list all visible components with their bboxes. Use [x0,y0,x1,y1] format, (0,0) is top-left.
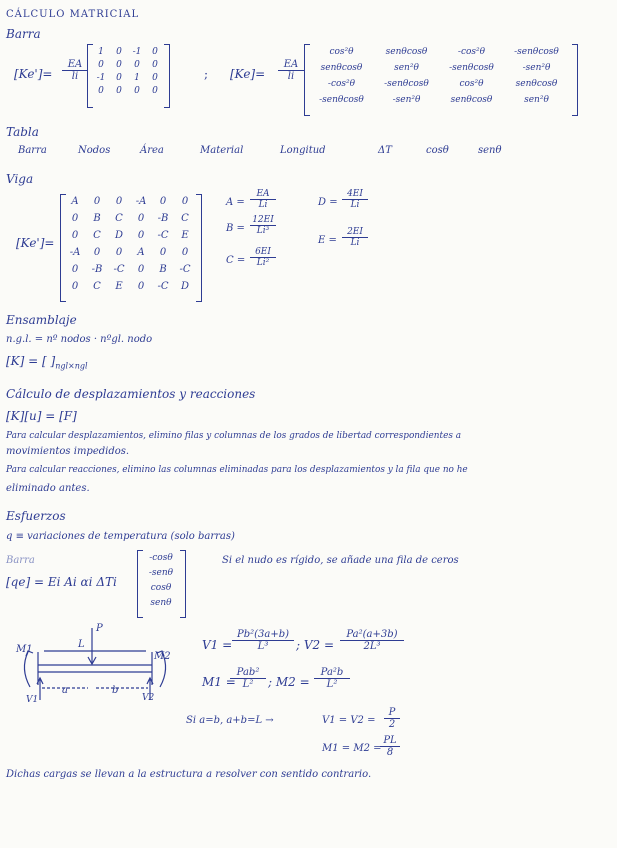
matrix-cell: -1 [96,73,106,83]
load-P-label: P [96,623,103,634]
matrix-cell: 0 [152,73,158,83]
barra-local-factor-num: EA [62,60,88,71]
matrix-cell: C [93,281,101,292]
V1-frac [232,630,294,652]
V2-lhs: ; V2 = [296,638,335,652]
matrix-cell: 0 [115,196,123,207]
M1-frac [230,668,266,690]
matrix-cell: 1 [98,47,104,57]
matrix-cell: 0 [93,196,101,207]
thermal-vector-entry: senθ [150,598,172,608]
barra-global-factor-den: li [287,71,295,82]
matrix-cell: C [115,213,123,224]
matrix-cell: C [93,230,101,241]
thermal-vector-entry: -cosθ [149,553,173,563]
page-title: CÁLCULO MATRICIAL [6,9,140,20]
moment-m1-arc [24,652,30,687]
matrix-cell: 0 [116,60,122,70]
load-b-label: b [112,685,119,696]
load-M1-label: M1 [16,644,33,655]
symmetric-condition: Si a=b, a+b=L → [186,715,274,726]
load-L-label: L [78,639,85,650]
matrix-cell: 1 [134,73,140,83]
matrix-cell: cos²θ [329,47,354,57]
M-equal-frac [380,736,400,758]
matrix-cell: 0 [134,86,140,96]
M1-lhs: M1 = [202,675,236,689]
matrix-cell: 0 [159,247,167,258]
matrix-cell: -1 [132,47,142,57]
viga-def-numerator: 4EI [342,190,368,200]
esfuerzos-thermal-lhs: [qe] = Ei Ai αi ΔTi [6,575,117,589]
viga-def-denominator: Li³ [256,226,270,236]
thermal-vector-entry: cosθ [150,583,172,593]
tabla-column-header: Área [140,145,164,156]
esfuerzos-final-note: Dichas cargas se llevan a la estructura a resolver con sentido contrario. [6,769,372,780]
ensamblaje-ngl: n.g.l. = nº nodos · nºgl. nodo [6,334,153,345]
matrix-cell: -C [179,264,191,275]
ensamblaje-k-sub: ngl×ngl [55,361,88,371]
matrix-cell: A [137,247,145,258]
tabla-column-header: senθ [478,145,502,156]
matrix-cell: E [115,281,123,292]
M2-frac [314,668,350,690]
ensamblaje-heading: Ensamblaje [6,313,77,327]
matrix-cell: sen²θ [524,95,549,105]
viga-def-numerator: 12EI [250,216,276,226]
M1-den: L² [242,679,254,690]
thermal-vector-entry: -senθ [148,568,174,578]
M-equal-lhs: M1 = M2 = [322,743,382,754]
barra-heading: Barra [6,27,41,41]
matrix-cell: senθcosθ [450,95,493,105]
matrix-cell: 0 [71,281,79,292]
matrix-cell: 0 [152,86,158,96]
ensamblaje-k-main: [K] = [ ] [6,354,56,368]
matrix-cell: 0 [181,196,189,207]
V2-frac [340,630,404,652]
esfuerzos-note: Si el nudo es rígido, se añade una fila de ceros [222,555,459,566]
matrix-cell: 0 [98,86,104,96]
tabla-column-header: Longitud [280,145,326,156]
matrix-cell: D [114,230,124,241]
M1-num: Pab² [230,668,266,679]
matrix-cell: 0 [137,213,145,224]
matrix-cell: -C [157,281,169,292]
matrix-cell: 0 [93,247,101,258]
matrix-cell: -C [113,264,125,275]
matrix-cell: 0 [115,247,123,258]
viga-def-denominator: Li [350,238,360,248]
matrix-cell: B [159,264,167,275]
matrix-cell: 0 [71,230,79,241]
viga-lhs: [Ke']= [16,236,55,250]
matrix-cell: senθcosθ [385,47,428,57]
matrix-cell: -A [135,196,147,207]
viga-def-symbol: C = [226,255,246,266]
matrix-cell: -senθcosθ [449,63,494,73]
matrix-cell: -A [69,247,81,258]
viga-def-symbol: E = [318,235,337,246]
matrix-cell: B [93,213,101,224]
matrix-cell: 0 [98,60,104,70]
matrix-cell: 0 [137,230,145,241]
calculo-text1b: movimientos impedidos. [6,446,130,457]
matrix-cell: 0 [116,86,122,96]
calculo-equation: [K][u] = [F] [6,409,77,423]
tabla-column-header: Nodos [78,145,111,156]
esfuerzos-heading: Esfuerzos [6,509,66,523]
matrix-cell: 0 [152,47,158,57]
matrix-cell: -senθcosθ [514,47,559,57]
esfuerzos-sub-heading: Barra [6,555,35,566]
viga-def-symbol: B = [226,223,245,234]
matrix-cell: E [181,230,189,241]
V-equal-den: 2 [388,719,396,730]
load-V1-label: V1 [26,695,39,705]
matrix-cell: -B [157,213,169,224]
viga-def-symbol: D = [318,197,338,208]
tabla-heading: Tabla [6,125,39,139]
calculo-text2a: Para calcular reacciones, elimino las columnas eliminadas para los desplazamientos y la fila que no he [6,465,468,475]
matrix-cell: cos²θ [459,79,484,89]
tabla-column-header: ΔT [378,145,392,156]
matrix-cell: -sen²θ [392,95,421,105]
matrix-cell: sen²θ [394,63,419,73]
matrix-cell: -C [157,230,169,241]
viga-def-denominator: Li [258,200,268,210]
matrix-cell: 0 [181,247,189,258]
M-equal-num: PL [380,736,400,747]
load-M2-label: M2 [154,651,171,662]
matrix-cell: D [180,281,190,292]
matrix-cell: -cos²θ [327,79,356,89]
barra-separator: ; [204,67,209,81]
tabla-column-header: Barra [18,145,47,156]
matrix-cell: 0 [116,73,122,83]
V1-lhs: V1 = [202,638,233,652]
viga-def-numerator: 2EI [342,228,368,238]
M2-den: L² [326,679,338,690]
tabla-column-header: cosθ [426,145,449,156]
matrix-cell: 0 [134,60,140,70]
V-equal-frac [384,708,400,730]
matrix-cell: 0 [152,60,158,70]
matrix-cell: senθcosθ [320,63,363,73]
load-a-label: a [62,685,68,696]
calculo-text1a: Para calcular desplazamientos, elimino filas y columnas de los grados de libertad correspondientes a [6,431,461,441]
matrix-cell: -cos²θ [457,47,486,57]
matrix-cell: -sen²θ [522,63,551,73]
viga-def-numerator: 6EI [250,248,276,258]
tabla-column-header: Material [200,145,244,156]
matrix-cell: 0 [137,281,145,292]
matrix-cell: -senθcosθ [384,79,429,89]
barra-local-lhs: [Ke']= [14,67,53,81]
matrix-cell: A [71,196,79,207]
viga-def-numerator: EA [250,190,276,200]
matrix-cell: 0 [71,213,79,224]
matrix-cell: senθcosθ [515,79,558,89]
V2-num: Pa²(a+3b) [340,630,404,641]
matrix-cell: 0 [159,196,167,207]
viga-def-symbol: A = [226,197,245,208]
calculo-text2b: eliminado antes. [6,483,90,494]
matrix-cell: -B [91,264,103,275]
barra-local-factor-den: li [71,71,79,82]
esfuerzos-q-def: q ≡ variaciones de temperatura (solo barras) [6,531,235,542]
M2-num: Pa²b [314,668,350,679]
calculo-heading: Cálculo de desplazamientos y reacciones [6,387,256,401]
viga-heading: Viga [6,172,34,186]
matrix-cell: -senθcosθ [319,95,364,105]
M-equal-den: 8 [386,747,394,758]
V1-num: Pb²(3a+b) [232,630,294,641]
V1-den: L³ [257,641,269,652]
barra-global-lhs: [Ke]= [230,67,266,81]
M2-lhs: ; M2 = [268,675,310,689]
matrix-cell: 0 [116,47,122,57]
load-V2-label: V2 [142,693,155,703]
V2-den: 2L³ [363,641,381,652]
V-equal-lhs: V1 = V2 = [322,715,376,726]
viga-def-denominator: Li² [256,258,270,268]
matrix-cell: C [181,213,189,224]
matrix-cell: 0 [71,264,79,275]
barra-global-factor-num: EA [278,60,304,71]
matrix-cell: 0 [137,264,145,275]
viga-def-denominator: Li [350,200,360,210]
V-equal-num: P [384,708,400,719]
